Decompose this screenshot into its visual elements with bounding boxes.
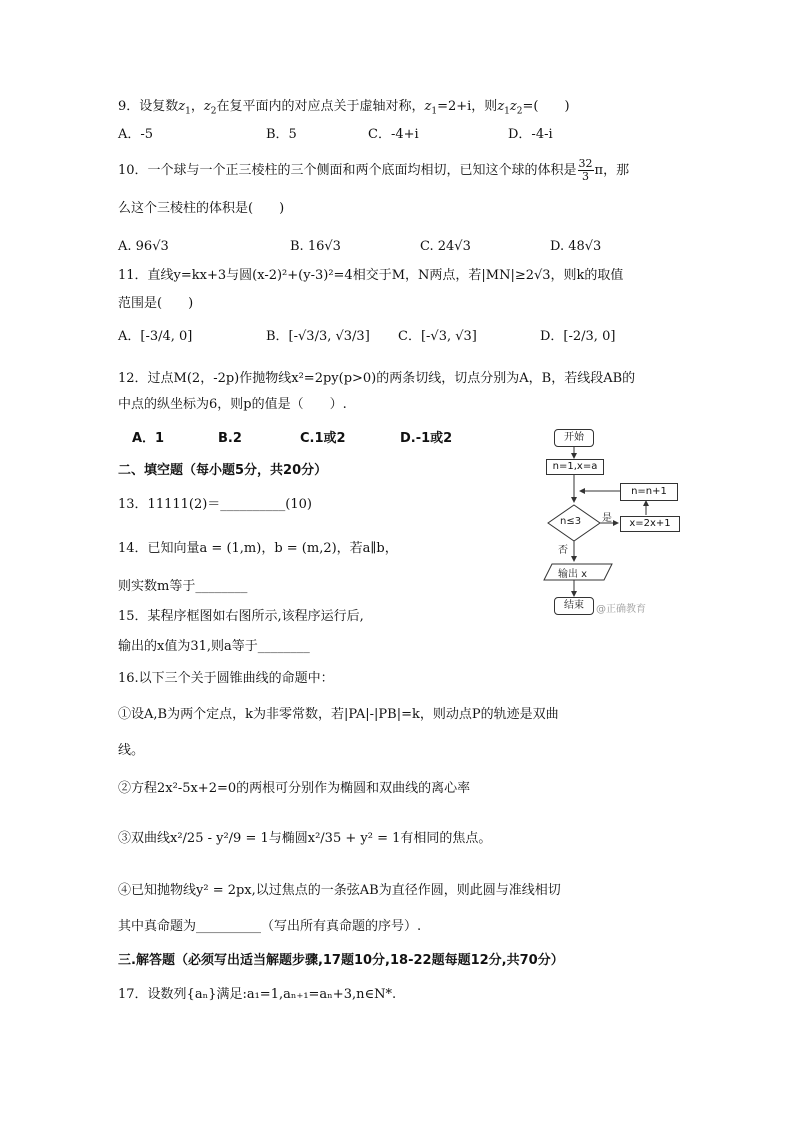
q16-prop1-line1: ①设A,B为两个定点，k为非零常数，若|PA|-|PB|=k，则动点P的轨迹是双曲 xyxy=(118,707,559,722)
q14-stem-line2: 则实数m等于________ xyxy=(118,579,248,594)
flowchart-watermark: @正确教育 xyxy=(596,604,646,615)
q15-stem-line2: 输出的x值为31,则a等于________ xyxy=(118,639,310,654)
section-2-heading: 二、填空题（每小题5分，共20分） xyxy=(118,463,328,478)
q9-stem: 9．设复数$z_1$，$z_2$在复平面内的对应点关于虚轴对称，$z_1=2+i$，则$z_1z_2=$( ) xyxy=(118,99,570,117)
flowchart-end: 结束 xyxy=(554,597,594,615)
q11-option-c: C．[-√3, √3] xyxy=(398,329,477,344)
q10-volume-denominator: 3 xyxy=(582,170,590,183)
q16-prop2: ②方程2x²-5x+2=0的两根可分别作为椭圆和双曲线的离心率 xyxy=(118,781,471,796)
q11-option-b: B．[-√3/3, √3/3] xyxy=(266,329,370,344)
q16-prop4-line1: ④已知抛物线y² = 2px,以过焦点的一条弦AB为直径作圆，则此圆与准线相切 xyxy=(118,883,561,898)
q10-options xyxy=(118,238,601,256)
q11-options xyxy=(118,328,615,346)
flowchart-output: 输出 x xyxy=(558,569,588,580)
flowchart-update-x: x=2x+1 xyxy=(620,516,680,532)
q12-option-b: B.2 xyxy=(218,431,242,446)
q9-option-d: D．-4-i xyxy=(508,127,553,142)
q12-options xyxy=(118,430,452,448)
section-3-heading: 三.解答题（必须写出适当解题步骤,17题10分,18-22题每题12分,共70分） xyxy=(118,953,564,968)
q12-stem-line2: 中点的纵坐标为6，则p的值是（ ）. xyxy=(118,397,347,412)
q16-prop4-line2: 其中真命题为__________（写出所有真命题的序号）. xyxy=(118,919,422,934)
q12-option-c: C.1或2 xyxy=(300,431,346,446)
q12-option-a: A．1 xyxy=(132,431,165,446)
flowchart-condition: n≤3 xyxy=(560,516,582,527)
q11-stem-line1: 11．直线y=kx+3与圆(x-2)²+(y-3)²=4相交于M，N两点，若|MN|≥2√3，则k的取值 xyxy=(118,268,624,283)
flowchart-no-label: 否 xyxy=(558,545,568,556)
flowchart-init: n=1,x=a xyxy=(546,459,604,475)
q11-option-a: A．[-3/4, 0] xyxy=(118,329,193,344)
q12-option-d: D.-1或2 xyxy=(400,431,453,446)
q10-volume-numerator: 32 xyxy=(578,157,593,170)
q17: 17．设数列{aₙ}满足:a₁=1,aₙ₊₁=aₙ+3,n∈N*. xyxy=(118,987,397,1002)
q16-prop1-line2: 线。 xyxy=(118,743,145,758)
flowchart-update-n: n=n+1 xyxy=(620,483,678,501)
q16-prop3: ③双曲线x²/25 - y²/9 = 1与椭圆x²/35 + y² = 1有相同的焦点。 xyxy=(118,831,492,846)
q13: 13．11111(2)＝__________(10) xyxy=(118,497,312,512)
q11-option-d: D．[-2/3, 0] xyxy=(540,329,616,344)
q9-option-b: B．5 xyxy=(266,127,297,142)
q10-stem-line1: 10．一个球与一个正三棱柱的三个侧面和两个底面均相切，已知这个球的体积是 $\frac{32}{3}$ π，那 xyxy=(118,157,630,183)
q12-stem-line1: 12．过点M(2，-2p)作抛物线x²=2py(p>0)的两条切线，切点分别为A，B，若线段AB的 xyxy=(118,371,636,386)
q11-stem-line2: 范围是( ) xyxy=(118,296,194,311)
q9-option-c: C．-4+i xyxy=(368,127,419,142)
flowchart xyxy=(540,425,690,625)
q9-options xyxy=(118,126,553,144)
q10-option-a: A. 96√3 xyxy=(118,239,169,254)
flowchart-yes-label: 是 xyxy=(602,513,612,524)
q10-option-d: D. 48√3 xyxy=(550,239,602,254)
q16-intro: 16.以下三个关于圆锥曲线的命题中： xyxy=(118,671,334,686)
q15-stem-line1: 15．某程序框图如右图所示,该程序运行后, xyxy=(118,609,364,624)
q14-stem-line1: 14．已知向量a = (1,m)，b = (m,2)，若a∥b， xyxy=(118,541,398,556)
flowchart-start: 开始 xyxy=(554,429,594,447)
q10-option-c: C. 24√3 xyxy=(420,239,471,254)
q10-stem-line2: 么这个三棱柱的体积是( ) xyxy=(118,201,285,216)
q10-option-b: B. 16√3 xyxy=(290,239,341,254)
q9-option-a: A．-5 xyxy=(118,127,154,142)
